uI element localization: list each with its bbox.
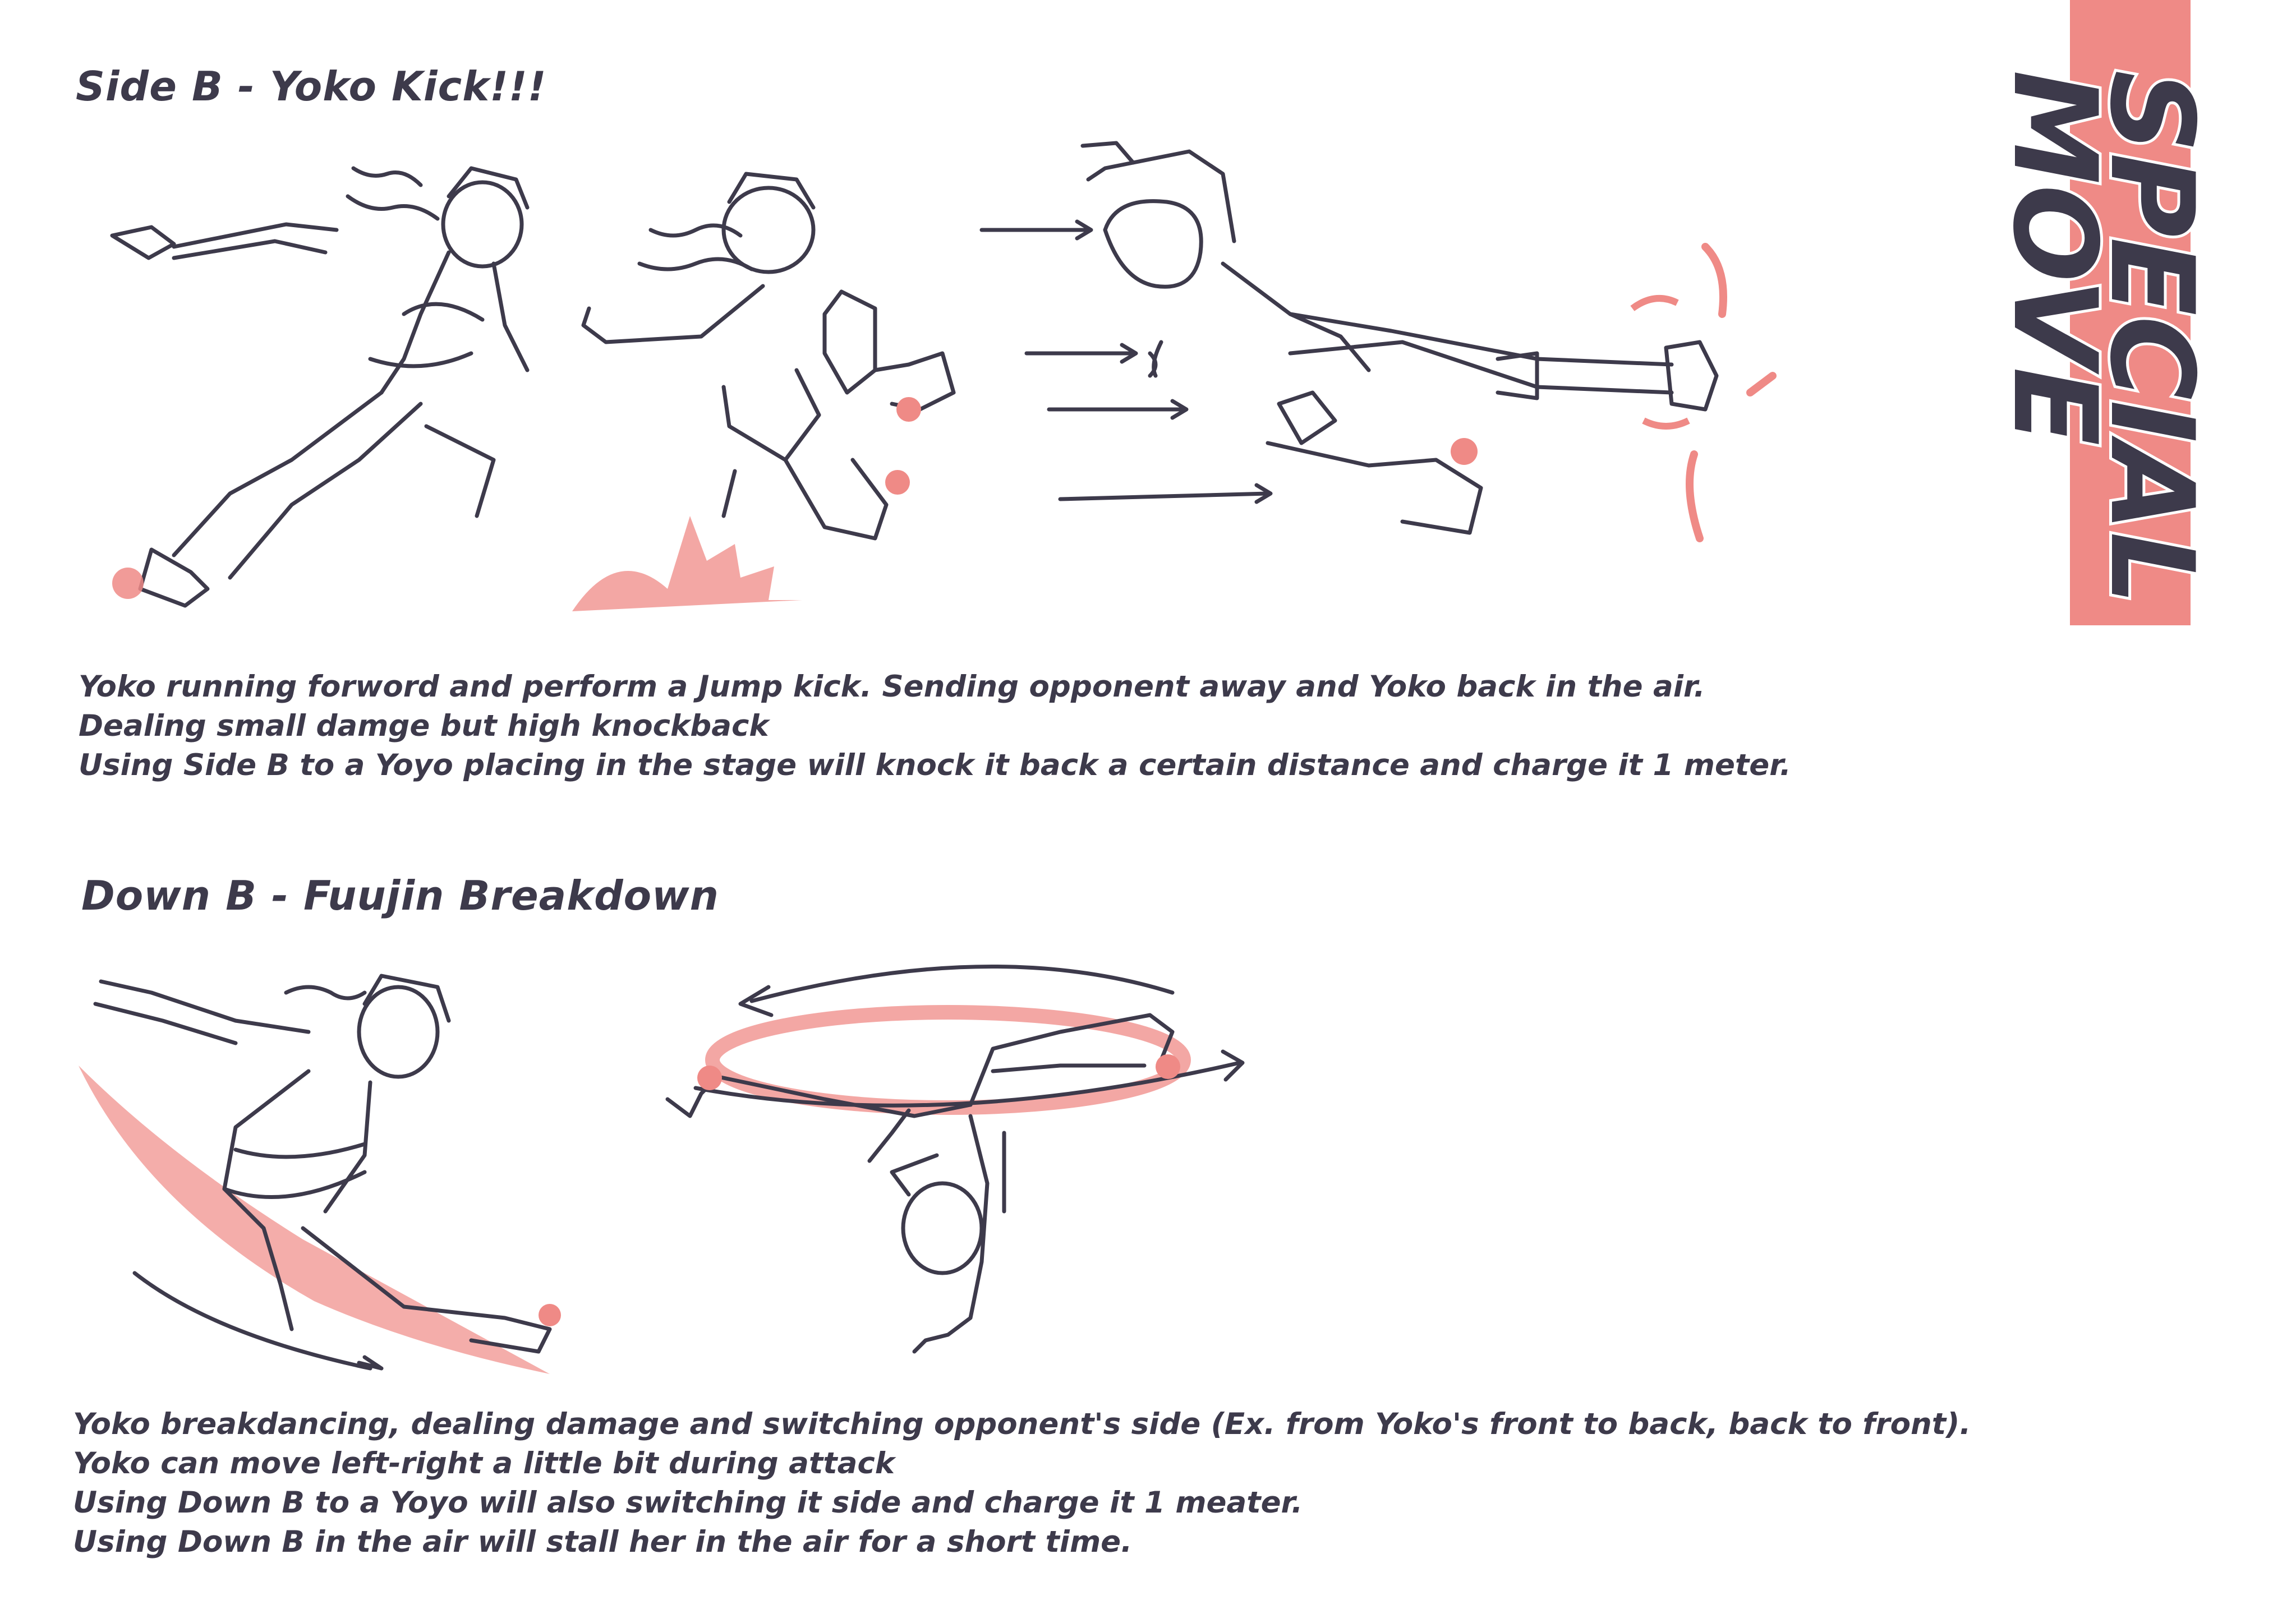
special-move-banner <box>1987 70 2244 608</box>
section-title-side-b: Side B - Yoko Kick!!! <box>76 63 547 110</box>
description-line: Yoko running forword and perform a Jump kick. Sending opponent away and Yoko back in the air. <box>79 670 1705 704</box>
description-line: Using Down B to a Yoyo will also switching it side and charge it 1 meater. <box>73 1486 1303 1520</box>
description-line: Yoko breakdancing, dealing damage and switching opponent's side (Ex. from Yoko's front to back, back to front). <box>73 1407 1971 1441</box>
jump-kick-pose-illustration <box>561 157 987 634</box>
banner-line-2: MOVE <box>1987 70 2121 446</box>
description-line: Using Down B in the air will stall her in the air for a short time. <box>73 1525 1133 1559</box>
section-title-down-b: Down B - Fuujin Breakdown <box>81 872 719 919</box>
description-line: Using Side B to a Yoyo placing in the stage will knock it back a certain distance and charge it 1 meter. <box>79 748 1791 782</box>
breakdance-spin-pose-illustration <box>656 948 1262 1374</box>
running-pose-illustration <box>90 146 539 628</box>
description-line: Dealing small damge but high knockback <box>79 709 769 743</box>
section-description-down-b <box>73 1405 1971 1562</box>
flying-kick-pose-illustration <box>976 129 1761 566</box>
banner-line-1: SPECIAL <box>2085 70 2218 605</box>
description-line: Yoko can move left-right a little bit during attack <box>73 1446 895 1481</box>
section-description-side-b <box>79 667 1791 785</box>
sliding-kick-pose-illustration <box>67 970 628 1374</box>
